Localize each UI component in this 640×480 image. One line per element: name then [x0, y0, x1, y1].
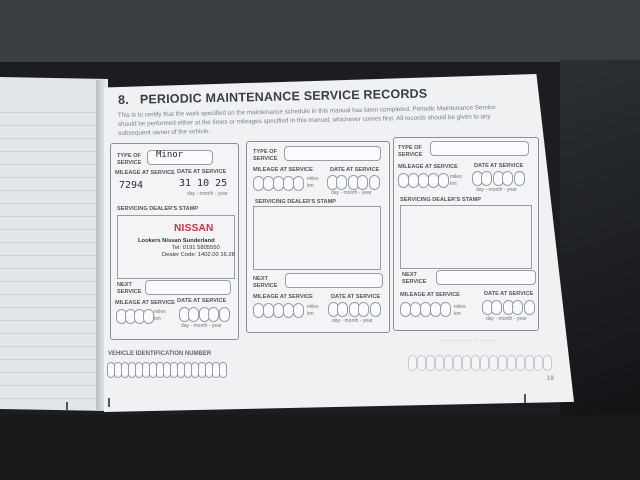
date-value: 31 10 25	[179, 178, 228, 189]
next-mileage-label: MILEAGE AT SERVICE	[115, 300, 175, 306]
type-of-service-label: TYPE OF SERVICE	[117, 153, 142, 166]
km-label: km	[154, 316, 161, 322]
km-label: km	[307, 311, 314, 317]
next-date-digit[interactable]	[491, 300, 502, 315]
next-date-digit[interactable]	[219, 307, 230, 322]
next-mileage-label: MILEAGE AT SERVICE	[400, 292, 460, 298]
section-intro: This is to certify that the work specified on the maintenance schedule in this manual has been completed. Periodic Maintenance Service should be performed either at the times or mileages specified in this manual, whichever comes first. All records should be given to any subsequent owner of the vehicle.	[117, 104, 496, 137]
faint-box	[435, 355, 444, 371]
next-mileage-label: MILEAGE AT SERVICE	[253, 294, 313, 300]
dealer-tel: Tel: 0191 5805550	[172, 245, 220, 251]
page-marker-tick	[66, 402, 68, 411]
mileage-at-service-label: MILEAGE AT SERVICE	[398, 164, 458, 170]
next-day-month-year-label: day - month - year	[181, 323, 222, 329]
day-month-year-label: day - month - year	[187, 191, 228, 197]
type-of-service-field[interactable]	[430, 141, 529, 156]
service-record-card-1	[110, 143, 239, 340]
date-digit[interactable]	[481, 171, 492, 186]
vin-digit[interactable]	[219, 362, 227, 378]
next-date-label: DATE AT SERVICE	[484, 291, 534, 297]
nissan-logo: NISSAN	[174, 223, 214, 234]
type-of-service-label: TYPE OF SERVICE	[398, 145, 423, 158]
vin-label: VEHICLE IDENTIFICATION NUMBER	[108, 351, 212, 357]
faint-box	[408, 355, 417, 371]
miles-label: miles	[307, 304, 319, 310]
left-page-text-lines	[0, 100, 98, 400]
mileage-digit[interactable]	[293, 176, 304, 191]
type-of-service-label: TYPE OF SERVICE	[253, 149, 278, 162]
servicing-dealers-stamp-label: SERVICING DEALER'S STAMP	[400, 197, 481, 203]
faint-box	[426, 355, 435, 371]
date-at-service-label: DATE AT SERVICE	[474, 163, 524, 169]
faint-box	[498, 355, 507, 371]
date-digit[interactable]	[514, 171, 525, 186]
page-number: 19	[547, 376, 554, 382]
miles-label: miles	[454, 304, 466, 310]
page-marker-tick	[524, 394, 526, 403]
dealer-stamp-box	[400, 205, 532, 269]
servicing-dealers-stamp-label: SERVICING DEALER'S STAMP	[255, 199, 336, 205]
faint-box	[417, 355, 426, 371]
type-of-service-value: Minor	[156, 150, 184, 160]
faint-footer-text: — — — — — — — — —	[440, 339, 499, 344]
next-service-field[interactable]	[285, 273, 383, 288]
next-service-field[interactable]	[436, 270, 536, 285]
faint-box	[525, 355, 534, 371]
day-month-year-label: day - month - year	[331, 190, 372, 196]
background-top	[0, 0, 640, 62]
faint-box	[453, 355, 462, 371]
next-mileage-digit[interactable]	[293, 303, 304, 318]
next-service-label: NEXT SERVICE	[402, 272, 427, 285]
dealer-code: Dealer Code: 1402.00 16.28	[162, 252, 235, 258]
type-of-service-field[interactable]	[284, 146, 381, 161]
next-service-label: NEXT SERVICE	[117, 282, 142, 295]
background-seat	[560, 60, 640, 420]
next-date-digit[interactable]	[208, 307, 219, 322]
dealer-stamp-box	[117, 215, 235, 279]
next-day-month-year-label: day - month - year	[332, 318, 373, 324]
date-digit[interactable]	[369, 175, 380, 190]
next-mileage-digit[interactable]	[440, 302, 451, 317]
mileage-value: 7294	[119, 180, 144, 191]
next-service-label: NEXT SERVICE	[253, 276, 278, 289]
section-number: 8.	[117, 92, 129, 107]
faint-box	[480, 355, 489, 371]
faint-box	[516, 355, 525, 371]
background-bottom	[0, 415, 640, 480]
miles-label: miles	[307, 176, 319, 182]
faint-box	[543, 355, 552, 371]
date-digit[interactable]	[502, 171, 513, 186]
date-digit[interactable]	[357, 175, 368, 190]
next-date-label: DATE AT SERVICE	[331, 294, 381, 300]
service-record-card-2	[246, 141, 390, 333]
next-mileage-digit[interactable]	[143, 309, 154, 324]
km-label: km	[307, 183, 314, 189]
faint-box	[489, 355, 498, 371]
next-day-month-year-label: day - month - year	[486, 316, 527, 322]
section-title: PERIODIC MAINTENANCE SERVICE RECORDS	[139, 86, 428, 107]
faint-box	[444, 355, 453, 371]
page-marker-tick	[108, 398, 110, 407]
next-service-field[interactable]	[145, 280, 231, 295]
dealer-name: Lookers Nissan Sunderland	[138, 238, 215, 244]
day-month-year-label: day - month - year	[476, 187, 517, 193]
faint-box	[507, 355, 516, 371]
next-date-label: DATE AT SERVICE	[177, 298, 227, 304]
km-label: km	[450, 181, 457, 187]
faint-box	[534, 355, 543, 371]
faint-box	[462, 355, 471, 371]
date-digit[interactable]	[336, 175, 347, 190]
miles-label: miles	[450, 174, 462, 180]
dealer-stamp-box	[253, 206, 381, 270]
next-date-digit[interactable]	[188, 307, 199, 322]
service-record-card-3	[393, 137, 539, 331]
next-date-digit[interactable]	[524, 300, 535, 315]
date-at-service-label: DATE AT SERVICE	[330, 167, 380, 173]
faint-box	[471, 355, 480, 371]
km-label: km	[454, 311, 461, 317]
next-date-digit[interactable]	[370, 302, 381, 317]
date-at-service-label: DATE AT SERVICE	[177, 169, 227, 175]
servicing-dealers-stamp-label: SERVICING DEALER'S STAMP	[117, 206, 198, 212]
next-date-digit[interactable]	[358, 302, 369, 317]
next-date-digit[interactable]	[337, 302, 348, 317]
mileage-at-service-label: MILEAGE AT SERVICE	[115, 170, 175, 176]
next-date-digit[interactable]	[512, 300, 523, 315]
mileage-at-service-label: MILEAGE AT SERVICE	[253, 167, 313, 173]
mileage-digit[interactable]	[438, 173, 449, 188]
miles-label: miles	[154, 309, 166, 315]
